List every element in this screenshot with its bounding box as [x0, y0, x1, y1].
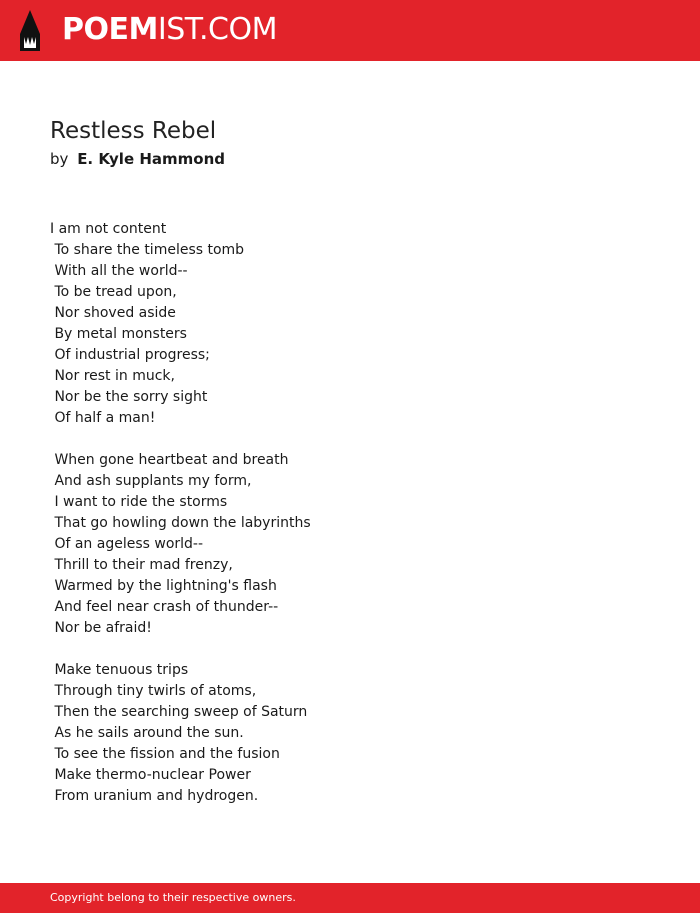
poem-line: To be tread upon,: [50, 284, 177, 300]
poem-line: Then the searching sweep of Saturn: [50, 704, 308, 720]
poem-line: That go howling down the labyrinths: [50, 515, 311, 531]
logo-bold-text: POEM: [62, 12, 158, 47]
poem-line: Of industrial progress;: [50, 347, 210, 363]
poem-line: From uranium and hydrogen.: [50, 788, 259, 804]
poem-line: Through tiny twirls of atoms,: [50, 683, 257, 699]
byline: [50, 149, 225, 169]
poem-line: Nor be afraid!: [50, 620, 152, 636]
poem-line: I want to ride the storms: [50, 494, 228, 510]
poem-line: And ash supplants my form,: [50, 473, 252, 489]
poem-line: When gone heartbeat and breath: [50, 452, 289, 468]
poem-line: Nor shoved aside: [50, 305, 176, 321]
poem-line: I am not content: [50, 221, 167, 237]
poem-line: Make tenuous trips: [50, 662, 189, 678]
pencil-icon: [18, 10, 42, 51]
poem-line: To see the fission and the fusion: [50, 746, 280, 762]
poem-line: To share the timeless tomb: [50, 242, 245, 258]
header-bar: [0, 0, 700, 61]
poem-stanza: [50, 219, 311, 429]
logo-light-text: IST.COM: [157, 12, 277, 47]
author-name: E. Kyle Hammond: [77, 150, 225, 168]
poem-line: Make thermo-nuclear Power: [50, 767, 251, 783]
poem-line: Of an ageless world--: [50, 536, 204, 552]
poem-stanza: [50, 450, 311, 639]
poem-line: With all the world--: [50, 263, 188, 279]
poem-line: As he sails around the sun.: [50, 725, 244, 741]
copyright-text: Copyright belong to their respective owners.: [50, 891, 296, 904]
poem-line: By metal monsters: [50, 326, 187, 342]
poem-line: Thrill to their mad frenzy,: [50, 557, 233, 573]
footer-bar: [0, 883, 700, 913]
poem-line: Warmed by the lightning's flash: [50, 578, 277, 594]
poem-stanza: [50, 660, 311, 807]
poem-line: Nor be the sorry sight: [50, 389, 208, 405]
poem-line: Nor rest in muck,: [50, 368, 175, 384]
poem-body: [50, 219, 311, 828]
poem-line: And feel near crash of thunder--: [50, 599, 279, 615]
by-label: by: [50, 150, 69, 168]
site-logo[interactable]: [62, 13, 277, 47]
poem-title: Restless Rebel: [50, 118, 217, 144]
poem-line: Of half a man!: [50, 410, 156, 426]
